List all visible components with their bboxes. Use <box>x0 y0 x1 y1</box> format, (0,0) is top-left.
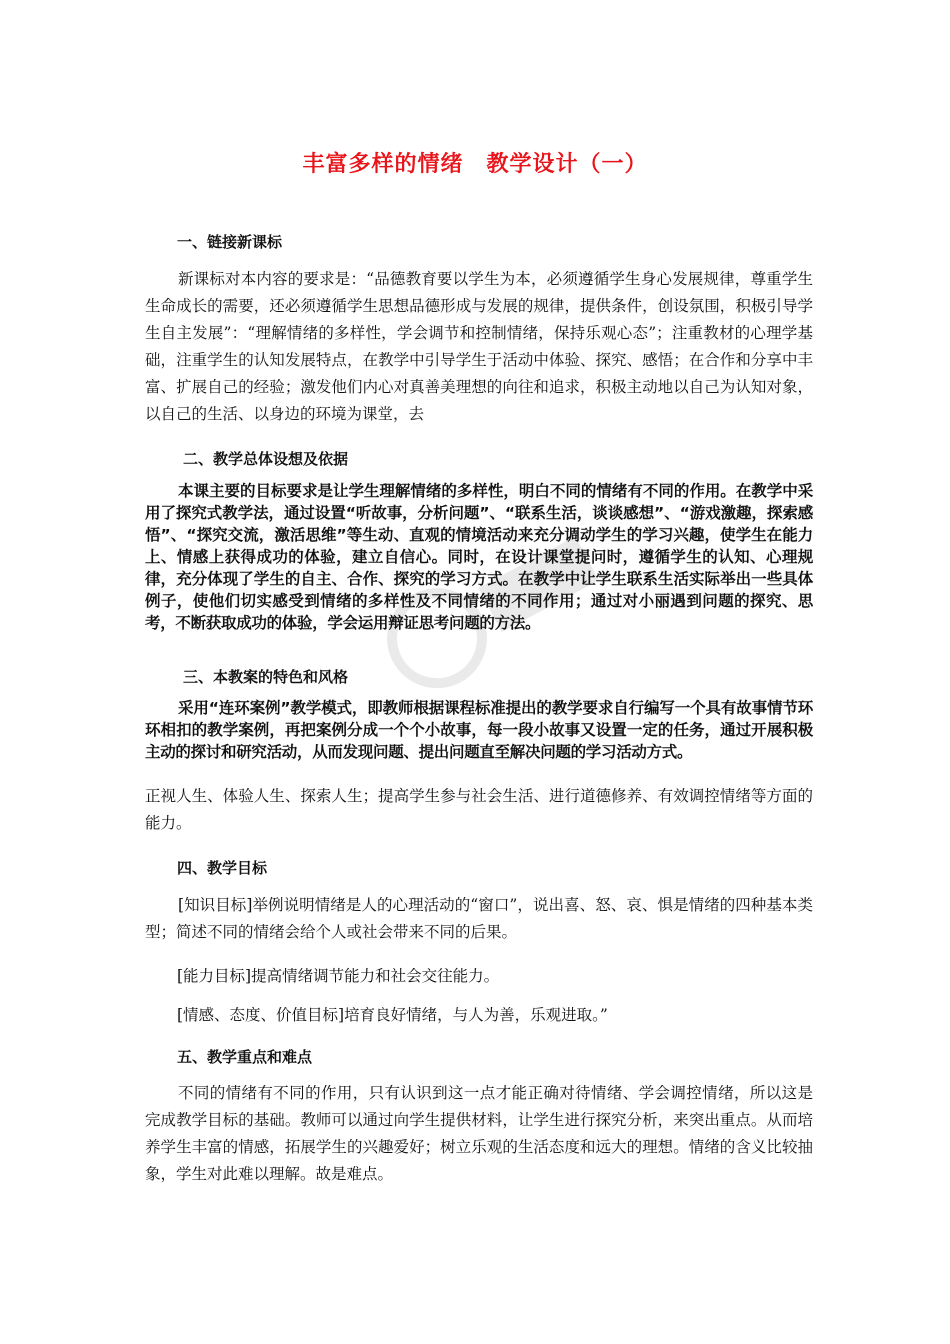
section-body-2: 本课主要的目标要求是让学生理解情绪的多样性，明白不同的情绪有不同的作用。在教学中采用了探究式教学法，通过设置“听故事，分析问题”、“联系生活，谈谈感想”、“游戏激趣，探索感悟”、“探究交流，激活思维”等生动、直观的情境活动来充分调动学生的学习兴趣，使学生在能力上、情感上获得成功的体验，建立自信心。同时，在设计课堂提问时，遵循学生的认知、心理规律，充分体现了学生的自主、合作、探究的学习方式。在教学中让学生联系生活实际举出一些具体例子，使他们切实感受到情绪的多样性及不同情绪的不同作用；通过对小丽遇到问题的探究、思考，不断获取成功的体验，学会运用辩证思考问题的方法。 <box>145 482 813 632</box>
goal-emotion: [情感、态度、价值目标]培育良好情绪，与人为善，乐观进取。” <box>177 1006 608 1024</box>
section-continuation-3: 正视人生、体验人生、探索人生；提高学生参与社会生活、进行道德修养、有效调控情绪等方面的能力。 <box>145 787 813 832</box>
section-body-1: 新课标对本内容的要求是：“品德教育要以学生为本，必须遵循学生身心发展规律，尊重学生生命成长的需要，还必须遵循学生思想品德形成与发展的规律，提供条件，创设氛围，积极引导学生自主发展”：“理解情绪的多样性，学会调节和控制情绪，保持乐观心态”；注重教材的心理学基础，注重学生的认知发展特点，在教学中引导学生于活动中体验、探究、感悟；在合作和分享中丰富、扩展自己的经验；激发他们内心对真善美理想的向往和追求，积极主动地以自己为认知对象，以自己的生活、以身边的环境为课堂，去 <box>145 270 813 423</box>
section-heading-4: 四、教学目标 <box>177 859 268 877</box>
document-title: 丰富多样的情绪 教学设计（一） <box>302 152 648 177</box>
section-heading-1: 一、链接新课标 <box>177 233 283 251</box>
section-heading-2: 二、教学总体设想及依据 <box>183 450 349 468</box>
section-body-5: 不同的情绪有不同的作用，只有认识到这一点才能正确对待情绪、学会调控情绪，所以这是完成教学目标的基础。教师可以通过向学生提供材料，让学生进行探究分析，来突出重点。从而培养学生丰富的情感，拓展学生的兴趣爱好；树立乐观的生活态度和远大的理想。情绪的含义比较抽象，学生对此难以理解。故是难点。 <box>145 1084 813 1183</box>
goal-ability: [能力目标]提高情绪调节能力和社会交往能力。 <box>177 967 500 985</box>
section-heading-5: 五、教学重点和难点 <box>177 1048 313 1066</box>
section-body-3: 采用“连环案例”教学模式，即教师根据课程标准提出的教学要求自行编写一个具有故事情节环环相扣的教学案例，再把案例分成一个个小故事，每一段小故事又设置一定的任务，通过开展积极主动的探讨和研究活动，从而发现问题、提出问题直至解决问题的学习活动方式。 <box>145 699 813 761</box>
goal-knowledge: [知识目标]举例说明情绪是人的心理活动的“窗口”，说出喜、怒、哀、惧是情绪的四种基本类型；简述不同的情绪会给个人或社会带来不同的后果。 <box>145 896 813 941</box>
section-heading-3: 三、本教案的特色和风格 <box>183 668 349 686</box>
